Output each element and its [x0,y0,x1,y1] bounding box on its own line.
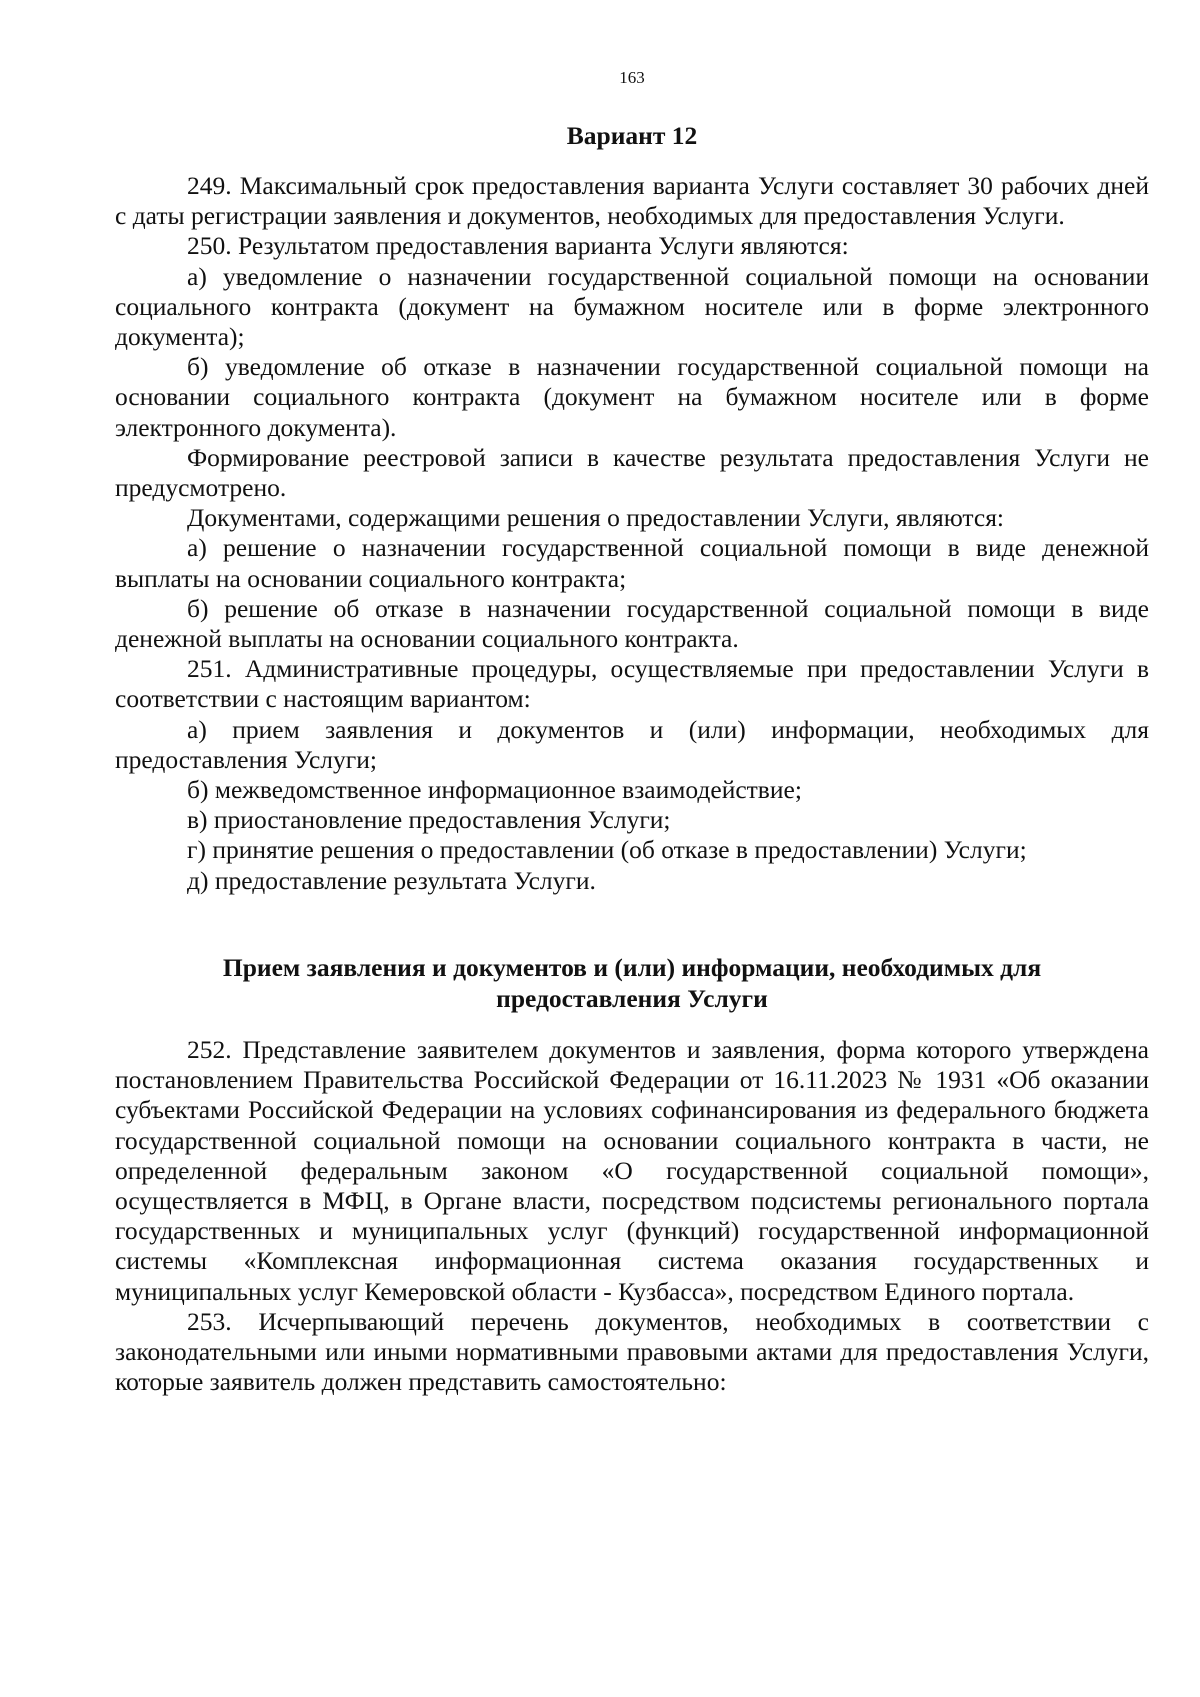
section-heading [115,952,1149,1014]
body-text-section-2 [115,1035,1149,1397]
section-heading-line-1: Прием заявления и документов и (или) информации, необходимых для [222,953,1042,982]
paragraph-252: 252. Представление заявителем документов и заявления, форма которого утверждена постановлением Правительства Российской Федерации от 16.11.2023 № 1931 «Об оказании субъектами Российской Федерации на условиях софинансирования из федерального бюджета государственной социальной помощи на основании социального контракта в части, не определенной федеральным законом «О государственной социальной помощи», осуществляется в МФЦ, в Органе власти, посредством подсистемы регионального портала государственных и муниципальных услуг (функций) государственной информационной системы «Комплексная информационная система оказания государственных и муниципальных услуг Кемеровской области - Кузбасса», посредством Единого портала. [115,1035,1149,1306]
body-text-section-1 [115,171,1149,896]
list-item-decision-b: б) решение об отказе в назначении государственной социальной помощи в виде денежной выплаты на основании социального контракта. [115,593,1149,654]
paragraph-250: 250. Результатом предоставления варианта Услуги являются: [187,231,849,261]
paragraph-253: 253. Исчерпывающий перечень документов, необходимых в соответствии с законодательными или иными нормативными правовыми актами для предоставления Услуги, которые заявитель должен представить самостоятельно: [115,1306,1149,1397]
list-item-procedure-v: в) приостановление предоставления Услуги; [187,805,671,835]
list-item-procedure-a: а) прием заявления и документов и (или) информации, необходимых для предоставления Услуги; [115,714,1149,774]
paragraph-decision-documents: Документами, содержащими решения о предоставлении Услуги, являются: [187,503,1005,533]
section-heading-line-2: предоставления Услуги [496,984,768,1013]
list-item-result-b: б) уведомление об отказе в назначении государственной социальной помощи на основании социального контракта (документ на бумажном носителе или в форме электронного документа). [115,352,1149,442]
list-item-result-a: а) уведомление о назначении государственной социальной помощи на основании социального контракта (документ на бумажном носителе или в форме электронного документа); [115,261,1149,352]
paragraph-registry-record: Формирование реестровой записи в качестве результата предоставления Услуги не предусмотрено. [115,442,1149,503]
paragraph-251: 251. Административные процедуры, осуществляемые при предоставлении Услуги в соответствии с настоящим вариантом: [115,654,1149,714]
variant-title: Вариант 12 [566,121,698,150]
list-item-procedure-b: б) межведомственное информационное взаимодействие; [187,775,802,805]
list-item-decision-a: а) решение о назначении государственной социальной помощи в виде денежной выплаты на основании социального контракта; [115,533,1149,593]
list-item-procedure-g: г) принятие решения о предоставлении (об отказе в предоставлении) Услуги; [187,835,1027,865]
paragraph-249: 249. Максимальный срок предоставления варианта Услуги составляет 30 рабочих дней с даты регистрации заявления и документов, необходимых для предоставления Услуги. [115,171,1149,231]
list-item-procedure-d: д) предоставление результата Услуги. [187,865,596,895]
page-number: 163 [619,68,645,87]
